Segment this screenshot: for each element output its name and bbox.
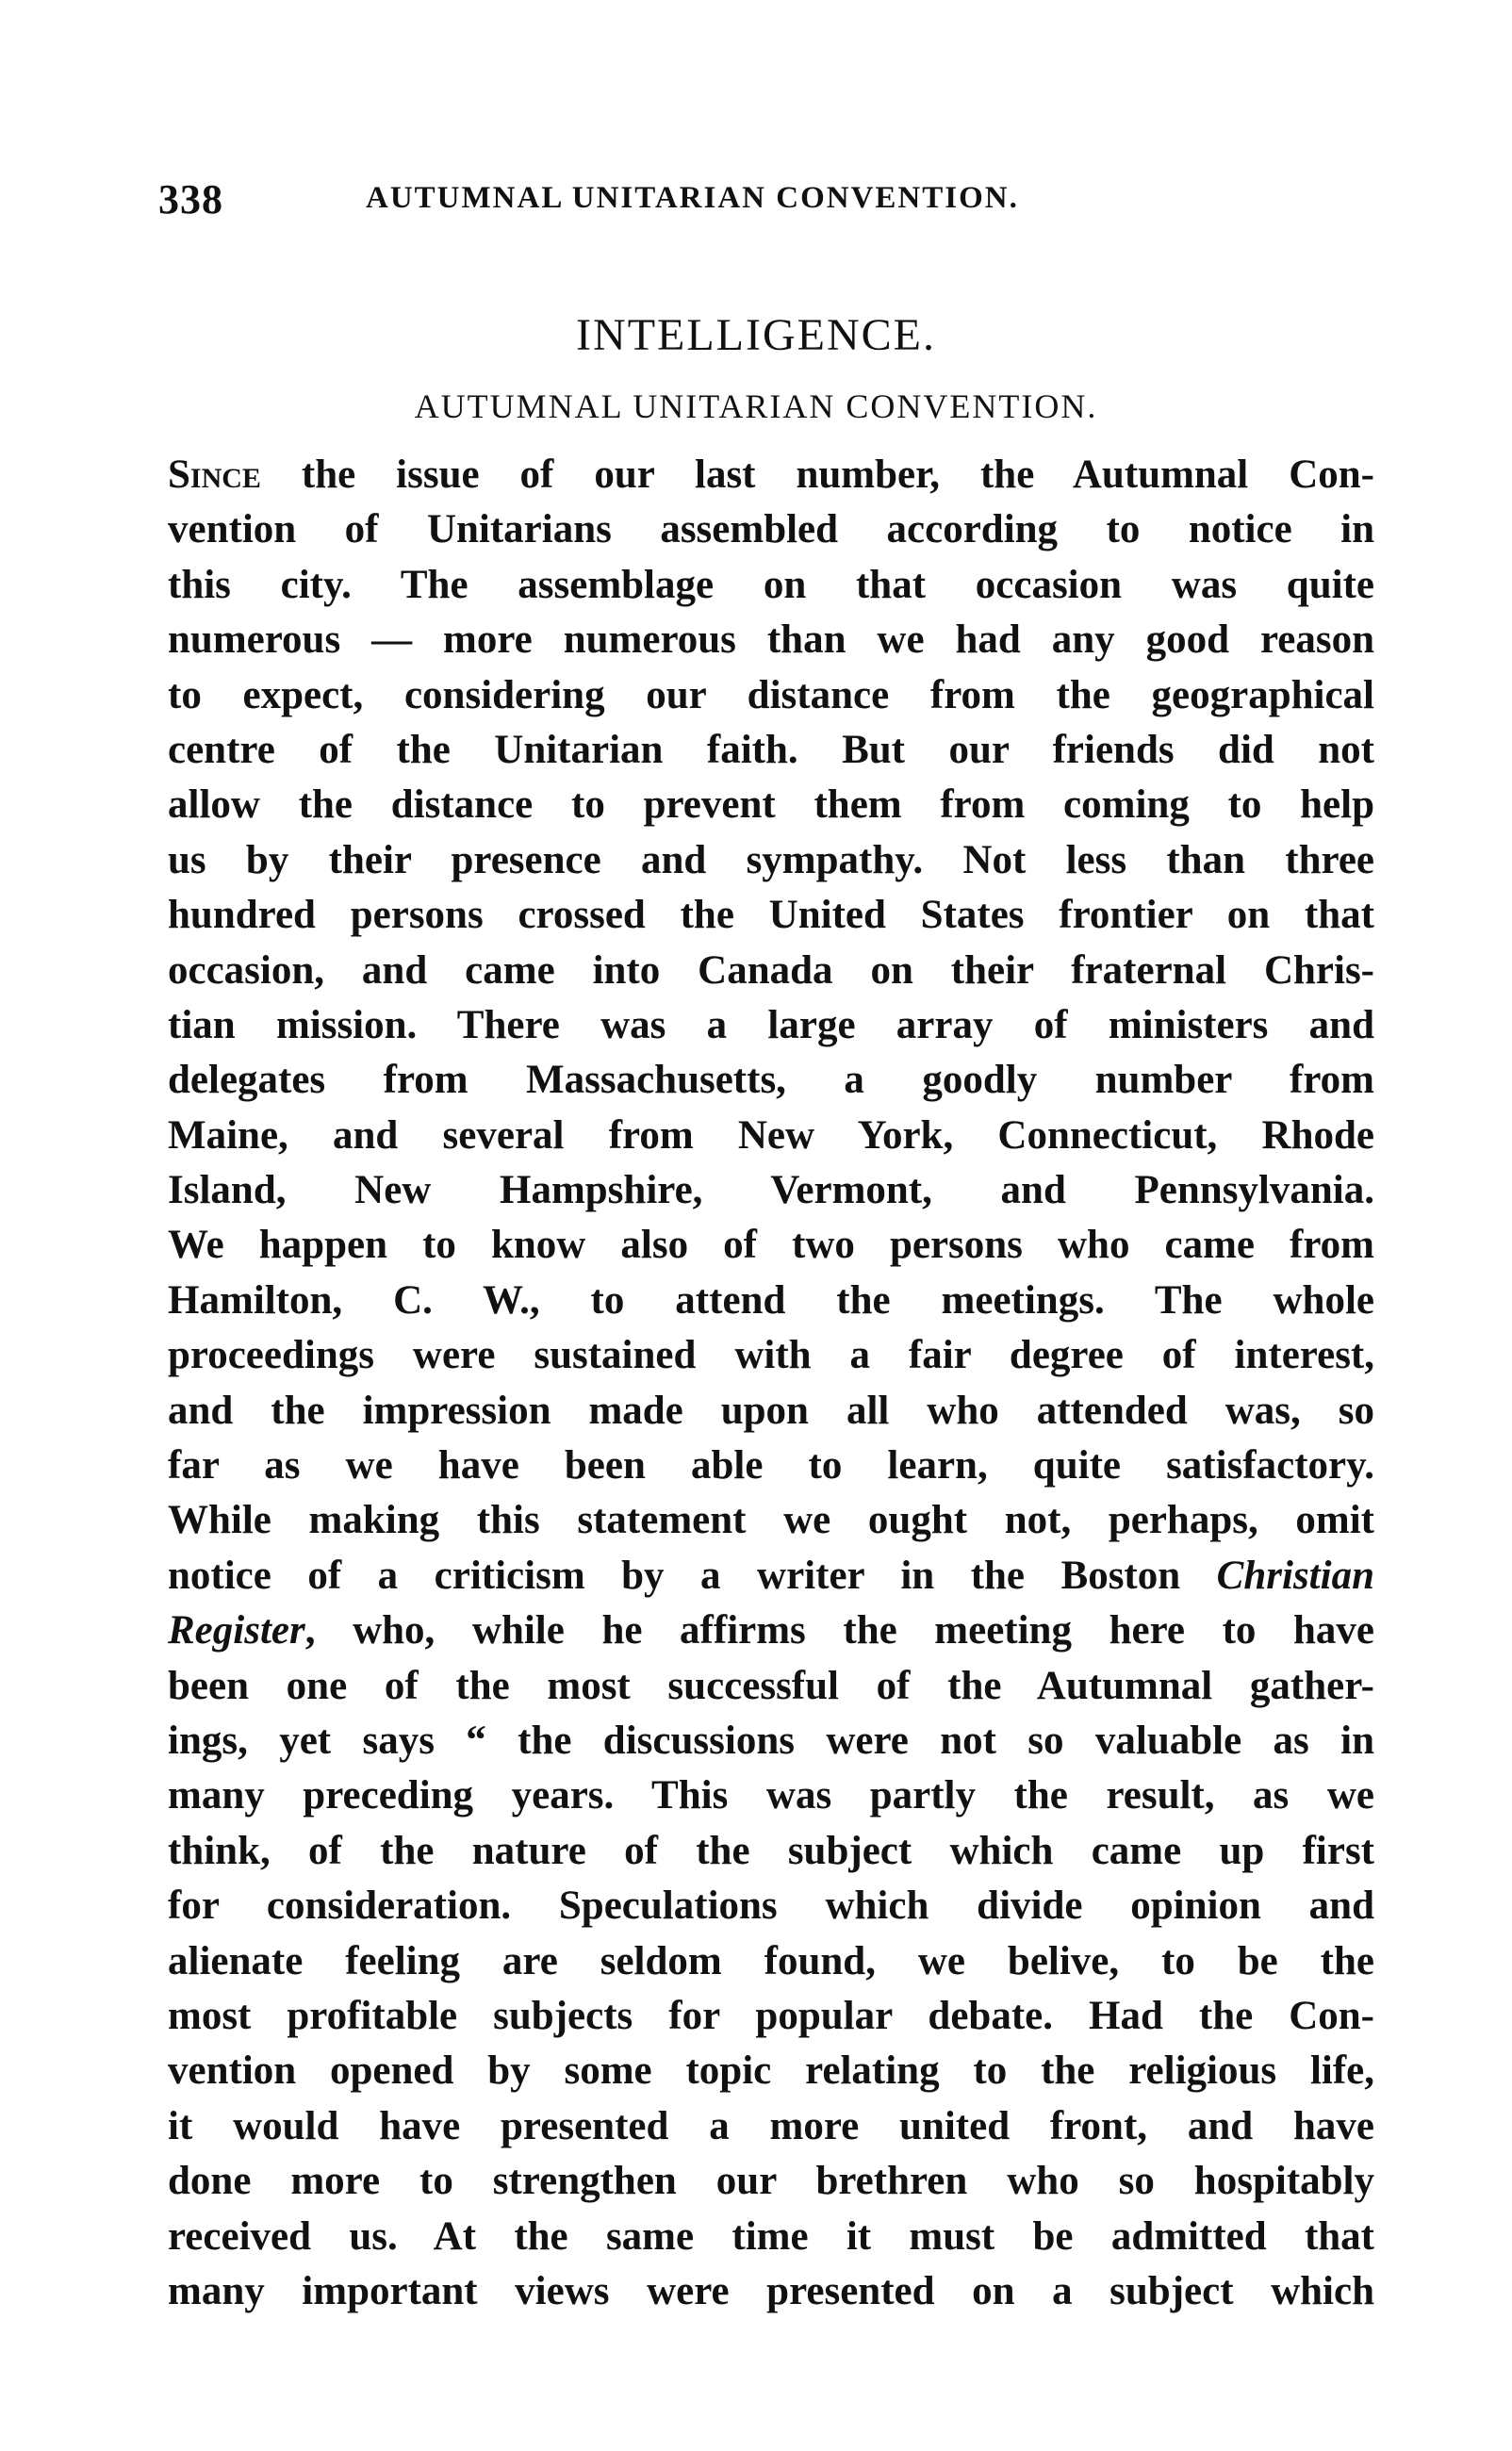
- page-number: 338: [158, 176, 223, 222]
- body-line: [168, 1989, 1374, 2044]
- body-line: [168, 1439, 1374, 1493]
- line-text: proceedings were sustained with a fair degree of interest,: [168, 1333, 1374, 1378]
- body-line: [168, 1493, 1374, 1548]
- body-line: [168, 668, 1374, 723]
- line-text: Hamilton, C. W., to attend the meetings. The whole: [168, 1277, 1374, 1323]
- line-text: received us. At the same time it must be admitted that: [168, 2213, 1374, 2259]
- line-text: and the impression made upon all who attended was, so: [168, 1388, 1374, 1433]
- body-line: [168, 1109, 1374, 1163]
- body-line: [168, 2044, 1374, 2098]
- running-head: [158, 175, 1374, 232]
- line-text: done more to strengthen our brethren who so hospitably: [168, 2159, 1374, 2204]
- line-text: many preceding years. This was partly the result, as we: [168, 1773, 1374, 1818]
- italic-title: Register: [168, 1608, 305, 1653]
- body-line: [168, 1934, 1374, 1989]
- article-body: [168, 448, 1374, 2319]
- body-line: [168, 2099, 1374, 2154]
- line-text: occasion, and came into Canada on their fraternal Chris-: [168, 947, 1374, 993]
- line-text: While making this statement we ought not, perhaps, omit: [168, 1498, 1374, 1543]
- article-title: AUTUMNAL UNITARIAN CONVENTION.: [414, 387, 1098, 425]
- line-text: the issue of our last number, the Autumnal Con-: [260, 452, 1374, 497]
- body-line: [168, 1328, 1374, 1383]
- line-text: think, of the nature of the subject which came up first: [168, 1828, 1374, 1873]
- running-head-title: AUTUMNAL UNITARIAN CONVENTION.: [366, 181, 1019, 215]
- body-line: [168, 613, 1374, 667]
- line-text: , who, while he affirms the meeting here to have: [304, 1608, 1374, 1653]
- body-line: [168, 1659, 1374, 1714]
- body-line: [168, 778, 1374, 832]
- body-line: [168, 2264, 1374, 2319]
- body-line: [168, 1053, 1374, 1108]
- body-line: [168, 723, 1374, 778]
- line-text: allow the distance to prevent them from coming to help: [168, 782, 1374, 828]
- line-text: vention of Unitarians assembled according to notice in: [168, 507, 1374, 552]
- body-line: [168, 2154, 1374, 2209]
- drop-word: Since: [168, 452, 261, 497]
- section-heading: INTELLIGENCE.: [576, 310, 936, 360]
- line-text: numerous — more numerous than we had any good reason: [168, 617, 1374, 663]
- body-line: [168, 1714, 1374, 1768]
- body-line: [168, 558, 1374, 613]
- body-line: [168, 1824, 1374, 1879]
- line-text: Island, New Hampshire, Vermont, and Pennsylvania.: [168, 1168, 1374, 1213]
- body-line: [168, 2210, 1374, 2264]
- line-text: We happen to know also of two persons who came from: [168, 1223, 1374, 1268]
- body-line: [168, 833, 1374, 888]
- line-text: alienate feeling are seldom found, we belive, to be the: [168, 1938, 1374, 1983]
- body-line: [168, 888, 1374, 943]
- body-line: [168, 1879, 1374, 1933]
- line-text: hundred persons crossed the United States frontier on that: [168, 893, 1374, 938]
- line-text: far as we have been able to learn, quite satisfactory.: [168, 1443, 1374, 1489]
- line-text: centre of the Unitarian faith. But our friends did not: [168, 727, 1374, 772]
- line-text: tian mission. There was a large array of ministers and: [168, 1002, 1374, 1047]
- line-text: vention opened by some topic relating to the religious life,: [168, 2048, 1374, 2094]
- line-text: been one of the most successful of the Autumnal gather-: [168, 1663, 1374, 1708]
- line-text: to expect, considering our distance from the geographical: [168, 672, 1374, 717]
- body-line: [168, 502, 1374, 557]
- line-text: for consideration. Speculations which divide opinion and: [168, 1883, 1374, 1929]
- body-line: [168, 1163, 1374, 1218]
- line-text: this city. The assemblage on that occasion was quite: [168, 562, 1374, 607]
- body-line: [168, 1768, 1374, 1823]
- body-line: [168, 1274, 1374, 1328]
- line-text: Maine, and several from New York, Connecticut, Rhode: [168, 1112, 1374, 1158]
- line-text: us by their presence and sympathy. Not less than three: [168, 837, 1374, 882]
- line-text: many important views were presented on a subject which: [168, 2268, 1374, 2313]
- line-text: delegates from Massachusetts, a goodly number from: [168, 1058, 1374, 1103]
- italic-title: Christian: [1216, 1553, 1374, 1598]
- line-text: ings, yet says “ the discussions were not so valuable as in: [168, 1718, 1374, 1763]
- body-line: [168, 1218, 1374, 1273]
- line-text: most profitable subjects for popular debate. Had the Con-: [168, 1993, 1374, 2038]
- line-text: notice of a criticism by a writer in the Boston: [168, 1553, 1217, 1598]
- body-line: [168, 448, 1374, 502]
- body-line: [168, 944, 1374, 998]
- body-line: [168, 998, 1374, 1053]
- body-line: [168, 1549, 1374, 1604]
- body-line: [168, 1604, 1374, 1658]
- line-text: it would have presented a more united front, and have: [168, 2103, 1374, 2148]
- body-line: [168, 1384, 1374, 1439]
